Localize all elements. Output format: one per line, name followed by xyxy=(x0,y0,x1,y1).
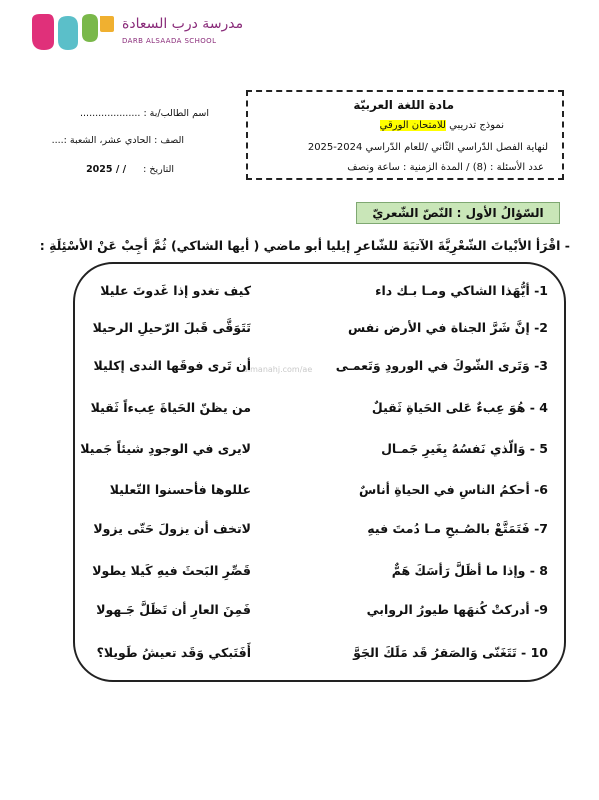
date-label: التاريخ : xyxy=(143,164,174,175)
verse-3-first: 3- وَتَرى الشّوكَ في الورودِ وَتَعمـى xyxy=(335,358,548,373)
grade-label: الصف : xyxy=(154,135,184,146)
verse-1-first: 1- أيُّهَذا الشاكي ومـا بـك داء xyxy=(375,283,548,298)
verse-10-second: أَفَتَبكي وَقَد تعيشُ طَويلا؟ xyxy=(96,645,251,660)
verse-4-first: 4 - هُوَ عِبءٌ عَلى الحَياةِ ثَقيلٌ xyxy=(371,400,548,415)
question1-instruction: - اقْرَأ الأبْياتَ الشّعْرِيَّةَ الآتيَةَ للشّاعرِ إيليا أبو ماضي ( أيها الشاكي) ثُمَّ أجِبْ عَنْ الأسْئِلَةِ : xyxy=(39,238,570,253)
questions-count-line: عدد الأسئلة : (8) / المدة الزمنية : ساعة ونصف xyxy=(347,162,544,173)
logo-shape-green xyxy=(82,14,98,42)
watermark: almanahj.com/ae xyxy=(243,365,313,374)
verse-2-second: تَتَوَقَّى قَبلَ الرّحيلِ الرحيلا xyxy=(92,320,251,335)
school-name-english: DARB ALSAADA SCHOOL xyxy=(122,37,217,45)
subject-title: مادة اللغة العربيّة xyxy=(353,98,454,112)
school-logo xyxy=(30,12,115,52)
student-name-row xyxy=(80,108,209,119)
verse-7-first: 7- فَتَمَتَّعْ بالصُـبحِ مـا دُمتَ فيهِ xyxy=(367,521,548,536)
student-name-label: اسم الطالب/بة : xyxy=(143,108,209,119)
model-prefix: نموذج تدريبي xyxy=(449,120,504,131)
model-highlight: للامتحان الورقي xyxy=(379,120,446,131)
verse-9-first: 9- أدركتْ كُنهَها طيورُ الروابي xyxy=(366,602,548,617)
logo-shape-teal xyxy=(58,16,78,50)
verse-9-second: فَمِنَ العارِ أن تَظَلَّ جَـهولا xyxy=(96,602,251,617)
school-name-arabic: مدرسة درب السعادة xyxy=(122,16,244,32)
student-name-value: .................... xyxy=(80,108,141,119)
verse-4-second: من يظنّ الحَياةَ عِبءاً ثَقيلا xyxy=(90,400,251,415)
verse-1-second: كيف تغدو إذا غَدوتَ عليلا xyxy=(100,283,251,298)
date-value: / / 2025 xyxy=(86,164,127,175)
verse-6-first: 6- أحكمُ الناسِ في الحياةِ أناسٌ xyxy=(359,482,548,497)
grade-value: الحادي عشر، الشعبة :.... xyxy=(51,135,152,146)
verse-8-first: 8 - وإذا ما أظَلَّ رَأسَكَ هَمٌّ xyxy=(391,563,548,578)
verse-6-second: عللوها فأحسنوا التّعليلا xyxy=(109,482,251,497)
verse-3-second: أن تَرى فوقَها الندى إكليلا xyxy=(93,358,251,373)
grade-row xyxy=(52,135,184,146)
verse-5-second: لايرى في الوجودِ شيئاً جَميلا xyxy=(80,441,251,456)
logo-shape-orange xyxy=(100,16,114,32)
exam-header-box xyxy=(246,90,564,180)
term-line: لنهاية الفصل الدّراسي الثّاني /للعام الدّراسي 2024-2025 xyxy=(307,142,548,153)
model-line xyxy=(380,120,504,131)
date-row xyxy=(86,164,174,175)
verse-10-first: 10 - تَتَغَنّى وَالصَقرُ قَد مَلَكَ الجَوَّ xyxy=(353,645,548,660)
verse-5-first: 5 - وَالّذي نَفسُهُ بِغَيرِ جَمـال xyxy=(381,441,548,456)
logo-shape-pink xyxy=(32,14,54,50)
question1-title: السّؤالُ الأول : النّصّ الشّعريّ xyxy=(356,202,560,224)
verse-7-second: لاتخف أن يزولَ حَتّى يزولا xyxy=(93,521,251,536)
verse-2-first: 2- إنَّ شَرَّ الجناة في الأرض نفس xyxy=(347,320,548,335)
verse-8-second: قَصِّرِ البَحثَ فيهِ كَيلا يطولا xyxy=(92,563,251,578)
